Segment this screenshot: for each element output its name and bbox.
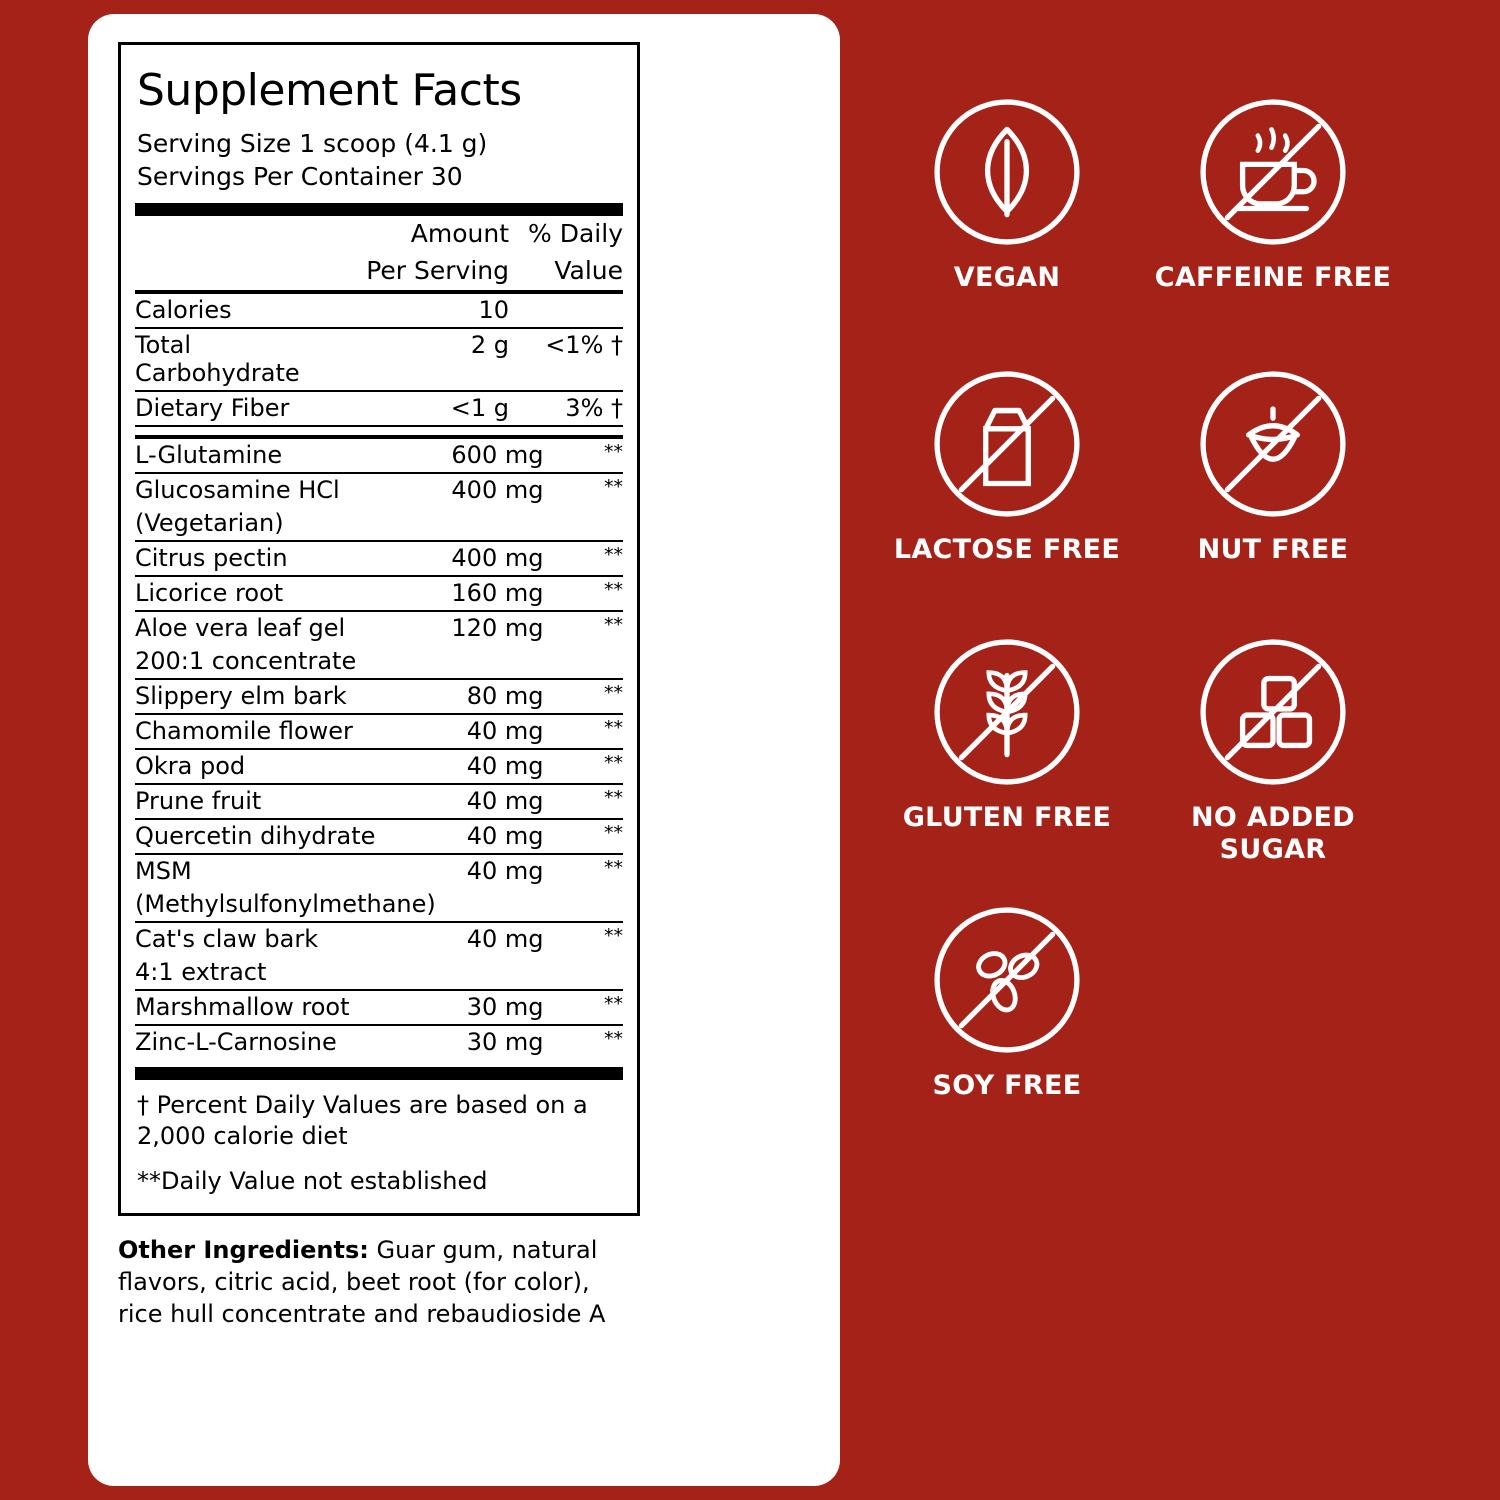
ingredient-rows	[135, 439, 623, 1059]
row-label: Aloe vera leaf gel	[135, 614, 346, 642]
sugar-cubes-no-icon	[1197, 636, 1349, 788]
row-dv: **	[604, 925, 623, 947]
badge-label: VEGAN	[953, 262, 1061, 293]
row-dv: **	[604, 476, 623, 498]
table-header-row	[135, 216, 623, 253]
header-dv: % Daily	[528, 219, 623, 248]
row-label-second-line: (Vegetarian)	[135, 507, 436, 541]
badge-label: LACTOSE FREE	[893, 534, 1121, 565]
badge-vegan	[882, 96, 1132, 294]
table-row	[135, 749, 623, 784]
table-row-continuation	[135, 888, 623, 922]
row-amount: 40 mg	[466, 857, 544, 885]
soy-beans-no-icon	[931, 904, 1083, 1056]
table-row	[135, 439, 623, 473]
row-amount: 160 mg	[436, 576, 554, 611]
divider-thick-top	[135, 203, 623, 216]
row-amount: 10	[359, 294, 519, 328]
other-ingredients-label: Other Ingredients:	[118, 1236, 369, 1264]
table-row	[135, 1025, 623, 1059]
row-dv: **	[553, 819, 623, 854]
row-dv	[519, 294, 623, 328]
table-row	[135, 294, 623, 328]
row-dv: **	[553, 439, 623, 473]
table-row	[135, 679, 623, 714]
row-label: Chamomile flower	[135, 714, 436, 749]
milk-carton-no-icon	[931, 368, 1083, 520]
table-row	[135, 819, 623, 854]
row-amount: 40 mg	[436, 749, 554, 784]
header-amount: Amount	[410, 219, 509, 248]
row-label: Prune fruit	[135, 784, 436, 819]
row-dv: **	[604, 614, 623, 636]
table-header-row-2	[135, 253, 623, 290]
row-amount: 30 mg	[436, 990, 554, 1025]
serving-size: Serving Size 1 scoop (4.1 g)	[137, 129, 488, 158]
row-label: MSM	[135, 857, 192, 885]
other-ingredients-text: Guar gum, natural flavors, citric acid, beet root (for color), rice hull concentrate and rebaudioside A	[118, 1236, 606, 1328]
row-label: Quercetin dihydrate	[135, 819, 436, 854]
footnote-daily-values: † Percent Daily Values are based on a 2,000 calorie diet	[137, 1091, 588, 1150]
row-amount: 40 mg	[436, 819, 554, 854]
row-dv: **	[553, 749, 623, 784]
badge-lactose-free	[882, 368, 1132, 566]
badge-soy-free	[882, 904, 1132, 1102]
footnote-dv-not-established: **Daily Value not established	[137, 1167, 488, 1195]
table-row	[135, 576, 623, 611]
row-label: Dietary Fiber	[135, 391, 359, 426]
row-amount: 40 mg	[436, 714, 554, 749]
badge-label: CAFFEINE FREE	[1154, 262, 1392, 293]
row-label: Okra pod	[135, 749, 436, 784]
page-title: Supplement Facts	[137, 65, 522, 116]
coffee-cup-no-icon	[1197, 96, 1349, 248]
row-label: Zinc-L-Carnosine	[135, 1028, 337, 1056]
table-row	[135, 611, 623, 645]
badge-nut-free	[1148, 368, 1398, 566]
table-row	[135, 714, 623, 749]
table-row	[135, 922, 623, 956]
row-label-second-line: 4:1 extract	[135, 956, 436, 990]
row-amount: 40 mg	[466, 925, 544, 953]
row-label: Slippery elm bark	[135, 679, 436, 714]
wheat-no-icon	[931, 636, 1083, 788]
row-label: Marshmallow root	[135, 990, 436, 1025]
badge-no-added-sugar	[1148, 636, 1398, 866]
row-label: L-Glutamine	[135, 439, 436, 473]
row-dv: <1% †	[519, 328, 623, 391]
row-label: Total Carbohydrate	[135, 328, 359, 391]
acorn-no-icon	[1197, 368, 1349, 520]
badge-gluten-free	[882, 636, 1132, 834]
nutrition-rows	[135, 294, 623, 427]
other-ingredients	[118, 1234, 638, 1330]
row-dv: **	[604, 857, 623, 879]
table-row	[135, 328, 623, 391]
row-amount: 120 mg	[451, 614, 544, 642]
row-amount: 400 mg	[436, 541, 554, 576]
header-amount-2: Per Serving	[366, 256, 509, 285]
row-label-second-line: (Methylsulfonylmethane)	[135, 888, 436, 922]
row-label: Citrus pectin	[135, 541, 436, 576]
row-dv: **	[553, 541, 623, 576]
row-amount: 80 mg	[436, 679, 554, 714]
row-label-second-line: 200:1 concentrate	[135, 645, 436, 679]
badge-label: NUT FREE	[1197, 534, 1349, 565]
row-dv: 3% †	[519, 391, 623, 426]
badge-label: GLUTEN FREE	[902, 802, 1112, 833]
badge-label: SOY FREE	[932, 1070, 1082, 1101]
nutrition-table	[135, 216, 623, 290]
table-row	[135, 391, 623, 426]
supplement-facts-box	[118, 42, 640, 1216]
table-row	[135, 990, 623, 1025]
row-amount: 30 mg	[466, 1028, 544, 1056]
row-label: Licorice root	[135, 576, 436, 611]
table-row-continuation	[135, 507, 623, 541]
header-dv-2: Value	[554, 256, 623, 285]
table-row	[135, 854, 623, 888]
table-row	[135, 784, 623, 819]
row-dv: **	[553, 990, 623, 1025]
row-label: Cat's claw bark	[135, 925, 319, 953]
row-amount: 600 mg	[436, 439, 554, 473]
leaf-icon	[931, 96, 1083, 248]
row-amount: 400 mg	[451, 476, 544, 504]
table-row-continuation	[135, 645, 623, 679]
row-dv: **	[604, 1028, 623, 1050]
table-row	[135, 541, 623, 576]
row-label: Calories	[135, 294, 359, 328]
row-dv: **	[553, 784, 623, 819]
table-row-continuation	[135, 956, 623, 990]
servings-per-container: Servings Per Container 30	[137, 162, 463, 191]
row-amount: 2 g	[359, 328, 519, 391]
badge-caffeine-free	[1148, 96, 1398, 294]
table-row	[135, 473, 623, 507]
row-dv: **	[553, 714, 623, 749]
row-amount: <1 g	[359, 391, 519, 426]
divider-thick-bottom	[135, 1067, 623, 1080]
row-amount: 40 mg	[436, 784, 554, 819]
row-label: Glucosamine HCl	[135, 476, 340, 504]
row-dv: **	[553, 679, 623, 714]
row-dv: **	[553, 576, 623, 611]
badge-label: NO ADDED SUGAR	[1191, 802, 1355, 865]
